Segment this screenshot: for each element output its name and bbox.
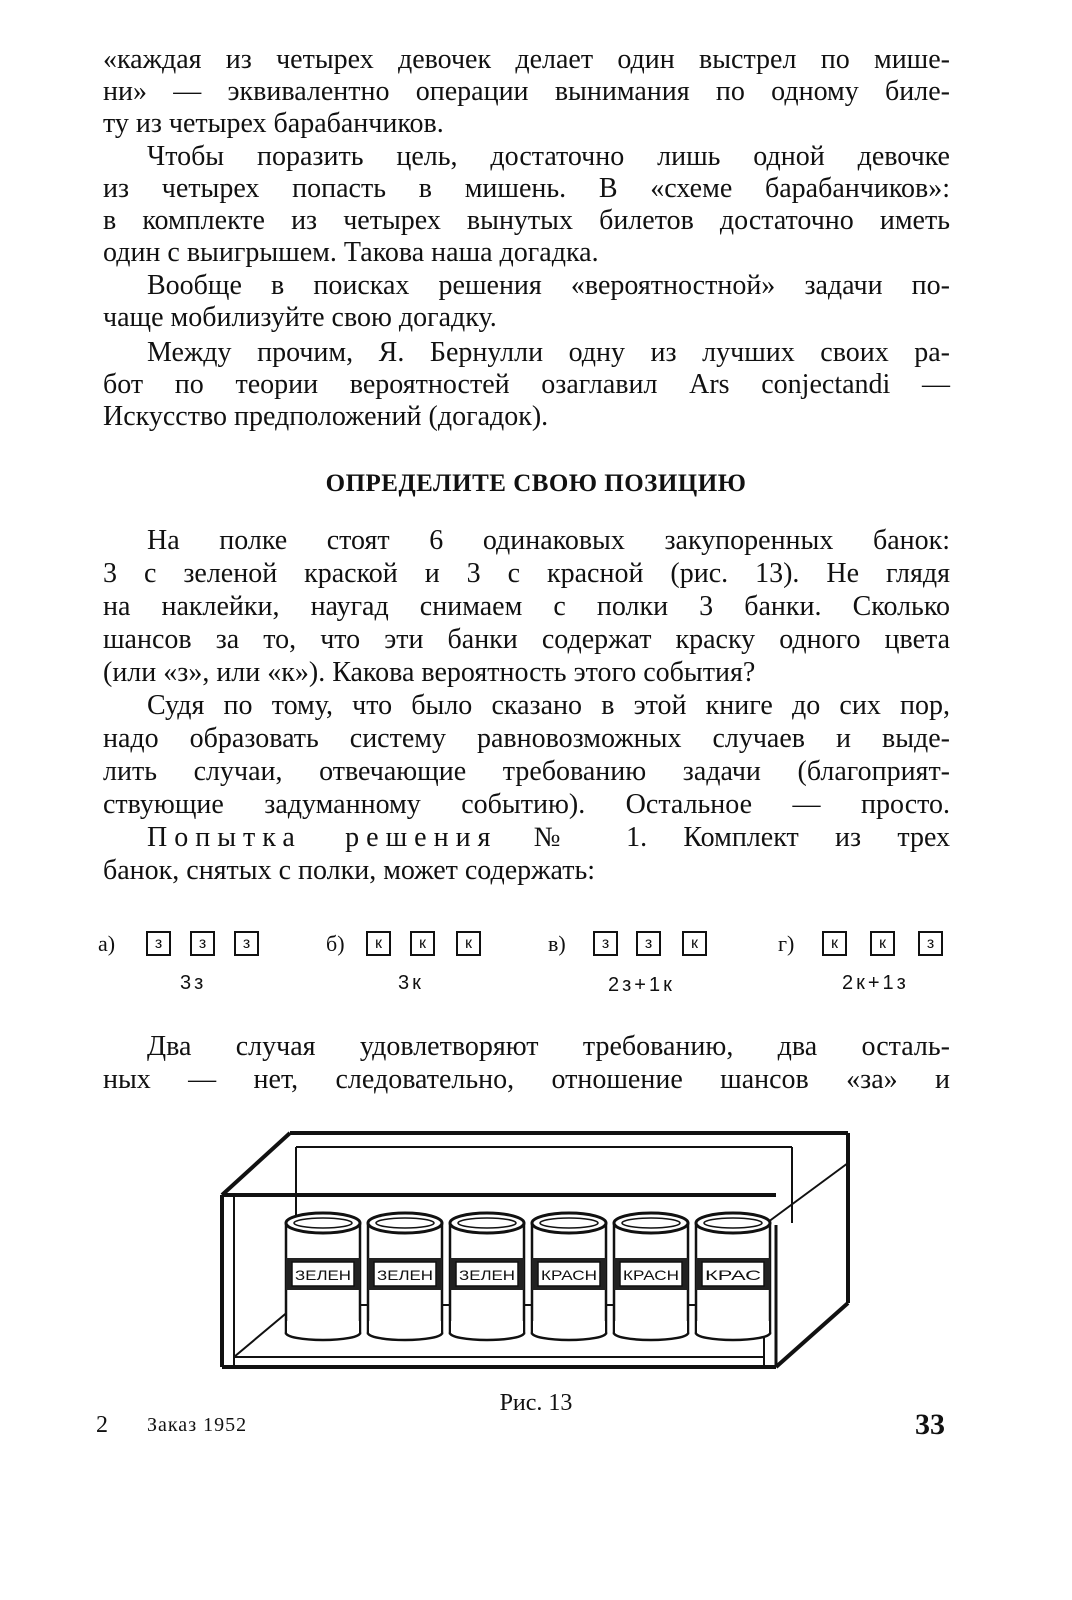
text-line: лить случаи, отвечающие требованию задачи (благоприят- (103, 756, 950, 787)
text-line: банок, снятых с полки, может содержать: (103, 855, 595, 886)
letter-box: з (636, 931, 661, 956)
letter-box: к (870, 931, 895, 956)
option-caption: 3к (398, 972, 424, 994)
text-line: бот по теории вероятностей озаглавил Ars conjectandi — (103, 369, 950, 400)
option-caption: 2к+1з (842, 972, 909, 994)
text-line: Два случая удовлетворяют требованию, два осталь- (147, 1031, 950, 1062)
section-heading: ОПРЕДЕЛИТЕ СВОЮ ПОЗИЦИЮ (325, 470, 747, 497)
letter-box: к (410, 931, 435, 956)
option-label: г) (778, 931, 795, 956)
option-caption: 3з (180, 972, 207, 994)
letter-box: з (146, 931, 171, 956)
text-line: надо образовать систему равновозможных случаев и выде- (103, 723, 950, 754)
paint-jar (450, 1213, 524, 1340)
shelf-illustration (220, 1125, 860, 1380)
text-line: ствующие задуманному событию). Остальное — просто. (103, 789, 950, 820)
text-line: ту из четырех барабанчиков. (103, 108, 444, 139)
jar-label: КРАСН (623, 1267, 679, 1283)
text-line: (или «з», или «к»). Какова вероятность этого события? (103, 657, 756, 688)
jar-label: КРАСН (541, 1267, 597, 1283)
option-label: в) (548, 931, 566, 956)
spaced-emphasis: Попытка решения (147, 822, 498, 853)
text-line: шансов за то, что эти банки содержат краску одного цвета (103, 624, 950, 655)
letter-box: з (593, 931, 618, 956)
letter-box: з (190, 931, 215, 956)
text-line: Чтобы поразить цель, достаточно лишь одной девочке (147, 141, 950, 172)
letter-box: к (682, 931, 707, 956)
option-label: а) (98, 931, 116, 956)
text-line: «каждая из четырех девочек делает один выстрел по мише- (103, 44, 950, 75)
text-fragment: № 1. Комплект из трех (497, 822, 951, 853)
option-caption: 2з+1к (608, 974, 675, 996)
signature-number: 2 (96, 1412, 108, 1438)
paint-jar (368, 1213, 442, 1340)
paint-jar (614, 1213, 688, 1340)
page-number: 33 (915, 1408, 945, 1441)
text-line: в комплекте из четырех вынутых билетов достаточно иметь (103, 205, 950, 236)
figure-caption: Рис. 13 (499, 1390, 573, 1416)
jar-label: КРАС (705, 1267, 761, 1283)
text-line: ни» — эквивалентно операции вынимания по одному биле- (103, 76, 950, 107)
text-line: Искусство предположений (догадок). (103, 401, 549, 432)
text-line: один с выигрышем. Такова наша догадка. (103, 237, 599, 268)
option-label: б) (326, 931, 345, 956)
text-line: Вообще в поисках решения «вероятностной» задачи по- (147, 270, 950, 301)
letter-box: з (918, 931, 943, 956)
text-line: На полке стоят 6 одинаковых закупоренных банок: (147, 525, 950, 556)
paint-jar (696, 1213, 770, 1340)
paint-jar (532, 1213, 606, 1340)
text-line: ных — нет, следовательно, отношение шансов «за» и (103, 1064, 950, 1095)
letter-box: к (456, 931, 481, 956)
shelf-figure (220, 1125, 860, 1385)
text-line (147, 822, 950, 854)
jar-label: ЗЕЛЕН (295, 1267, 351, 1283)
text-line: Судя по тому, что было сказано в этой книге до сих пор, (147, 690, 950, 721)
jar-label: ЗЕЛЕН (377, 1267, 433, 1283)
paint-jar (286, 1213, 360, 1340)
text-line: 3 с зеленой краской и 3 с красной (рис. 13). Не глядя (103, 558, 950, 589)
order-note: Заказ 1952 (147, 1414, 248, 1436)
letter-box: з (234, 931, 259, 956)
letter-box: к (822, 931, 847, 956)
jar-label: ЗЕЛЕН (459, 1267, 515, 1283)
letter-box: к (366, 931, 391, 956)
text-line: Между прочим, Я. Бернулли одну из лучших своих ра- (147, 337, 950, 368)
text-line: на наклейки, наугад снимаем с полки 3 банки. Сколько (103, 591, 950, 622)
text-line: чаще мобилизуйте свою догадку. (103, 302, 497, 333)
text-line: из четырех попасть в мишень. В «схеме барабанчиков»: (103, 173, 950, 204)
